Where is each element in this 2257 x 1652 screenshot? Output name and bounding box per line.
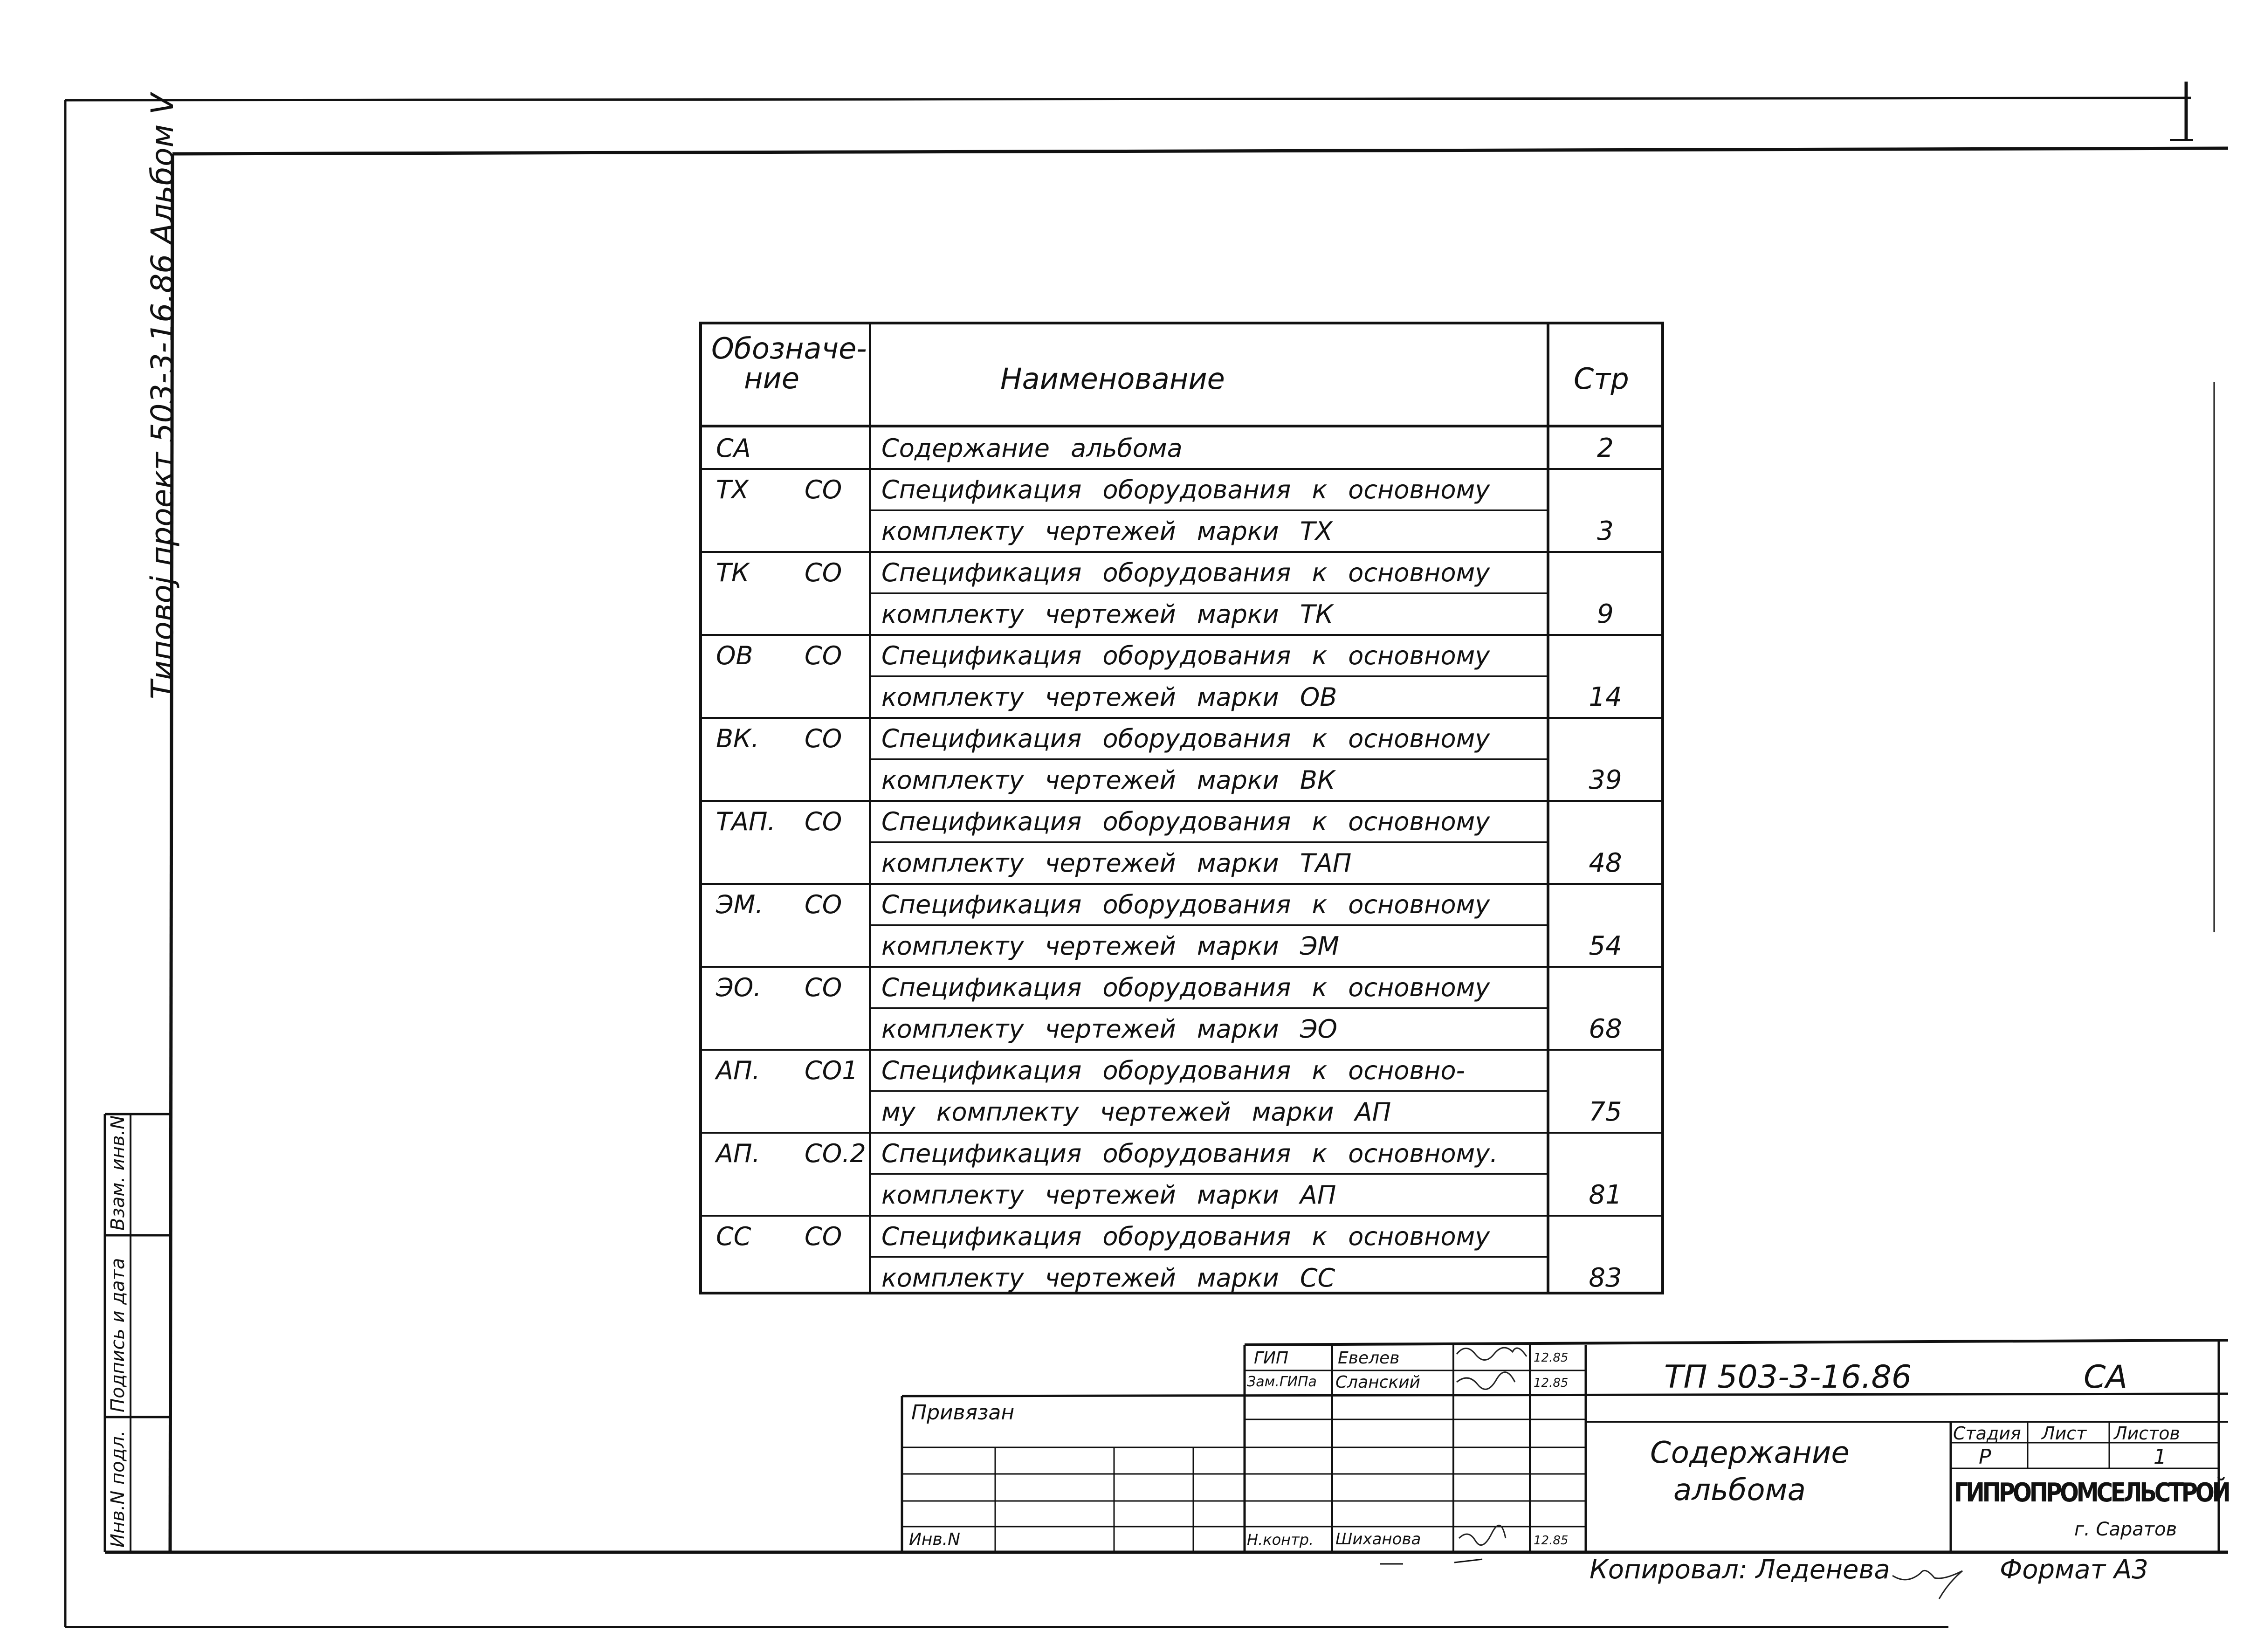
table-row	[702, 718, 1661, 759]
row-code: СО1	[805, 1056, 858, 1085]
row-name: комплекту чертежей марки ТХ	[881, 516, 1333, 546]
row-name: му комплекту чертежей марки АП	[881, 1097, 1391, 1127]
row-mark: СА	[716, 434, 751, 463]
row-code: СО	[805, 1222, 842, 1251]
row-name: Спецификация оборудования к основному	[881, 1222, 1490, 1251]
row-name: Спецификация оборудования к основному	[881, 641, 1490, 670]
header-designation	[711, 331, 867, 395]
table-row	[702, 884, 1661, 925]
row-code: СО.2	[805, 1139, 866, 1168]
table-row	[702, 676, 1661, 718]
row-mark: ТК	[716, 558, 750, 587]
doc-title-line2: альбома	[1673, 1473, 1806, 1507]
row-page: 75	[1589, 1097, 1622, 1127]
row-mark: ЭМ.	[716, 890, 764, 919]
row-code: СО	[805, 724, 842, 753]
table-row	[702, 1216, 1661, 1257]
listov-label: Листов	[2114, 1423, 2180, 1444]
doc-title-line1: Содержание	[1650, 1436, 1850, 1470]
stadia-label: Стадия	[1953, 1423, 2021, 1444]
row-mark: АП.	[716, 1056, 760, 1085]
table-row	[702, 510, 1661, 552]
kopiroval-note: Копировал: Леденева	[1590, 1555, 1890, 1585]
row-name: Спецификация оборудования к основному	[881, 558, 1490, 587]
side-title: Типовој проект 503-3-16.86 Альбом V	[145, 93, 180, 699]
header-page: Стр	[1574, 362, 1629, 396]
row-name: Спецификация оборудования к основному	[881, 724, 1490, 753]
table-row	[702, 552, 1661, 593]
listov-value: 1	[2154, 1445, 2167, 1469]
row-name: комплекту чертежей марки ТК	[881, 599, 1334, 629]
row-name: комплекту чертежей марки ЭО	[881, 1014, 1338, 1044]
row-name: Спецификация оборудования к основному	[881, 475, 1490, 504]
header-designation-line1: Обозначе-	[711, 331, 867, 365]
zam-date: 12.85	[1534, 1376, 1569, 1390]
row-code: СО	[805, 973, 842, 1002]
table-row	[702, 842, 1661, 884]
format-note: Формат А3	[2000, 1555, 2148, 1585]
row-page: 68	[1589, 1014, 1622, 1044]
table-row	[702, 801, 1661, 842]
row-mark: ВК.	[716, 724, 759, 753]
row-page: 81	[1589, 1180, 1622, 1210]
nkontr-role: Н.контр.	[1247, 1531, 1314, 1549]
row-mark: ТХ	[716, 475, 749, 504]
stamp-podpis-data: Подпись и дата	[107, 1258, 129, 1412]
table-row	[702, 635, 1661, 676]
row-code: СО	[805, 558, 842, 587]
contents-table	[699, 322, 1664, 1294]
row-name: комплекту чертежей марки ТАП	[881, 848, 1352, 878]
row-name: комплекту чертежей марки ОВ	[881, 682, 1337, 712]
row-page: 2	[1597, 433, 1614, 463]
row-page: 54	[1589, 931, 1622, 961]
table-row	[702, 469, 1661, 510]
table-row	[702, 1133, 1661, 1174]
table-row	[702, 759, 1661, 801]
table-row	[702, 427, 1661, 469]
zam-name: Сланский	[1335, 1373, 1421, 1392]
row-name: комплекту чертежей марки ЭМ	[881, 931, 1340, 961]
privyazan-label: Привязан	[911, 1401, 1015, 1425]
table-row	[702, 925, 1661, 967]
row-code: СО	[805, 641, 842, 670]
header-name: Наименование	[1000, 362, 1225, 396]
row-name: комплекту чертежей марки АП	[881, 1180, 1336, 1210]
row-mark: ОВ	[716, 641, 753, 670]
list-label: Лист	[2042, 1423, 2087, 1444]
nkontr-date: 12.85	[1534, 1534, 1569, 1548]
row-page: 48	[1589, 848, 1622, 878]
row-name: Спецификация оборудования к основно-	[881, 1056, 1466, 1085]
row-mark: ТАП.	[716, 807, 776, 836]
row-name: Спецификация оборудования к основному	[881, 890, 1490, 919]
table-row	[702, 1174, 1661, 1216]
row-name: Спецификация оборудования к основному	[881, 807, 1490, 836]
stamp-inv-podl: Инв.N подл.	[107, 1430, 129, 1548]
row-mark: АП.	[716, 1139, 760, 1168]
row-name: Спецификация оборудования к основному.	[881, 1139, 1498, 1168]
header-designation-line2: ние	[744, 361, 799, 395]
row-name: комплекту чертежей марки СС	[881, 1263, 1335, 1293]
table-row	[702, 593, 1661, 635]
table-row	[702, 1008, 1661, 1050]
row-name: Спецификация оборудования к основному	[881, 973, 1490, 1002]
row-mark: ЭО.	[716, 973, 762, 1002]
nkontr-name: Шиханова	[1335, 1530, 1421, 1549]
row-code: СО	[805, 890, 842, 919]
stamp-vzam-inv: Взам. инв.N	[107, 1115, 129, 1231]
doc-code: ТП 503-3-16.86	[1664, 1359, 1912, 1396]
org-city: г. Саратов	[2074, 1519, 2177, 1540]
row-page: 9	[1597, 599, 1614, 629]
table-row	[702, 1091, 1661, 1133]
row-name: Содержание альбома	[881, 434, 1183, 463]
row-page: 39	[1589, 765, 1622, 795]
table-row	[702, 1257, 1661, 1299]
inv-n-label: Инв.N	[909, 1530, 961, 1549]
row-name: комплекту чертежей марки ВК	[881, 765, 1335, 795]
doc-mark: СА	[2084, 1359, 2127, 1396]
row-page: 83	[1589, 1263, 1622, 1293]
stadia-value: Р	[1979, 1445, 1991, 1469]
zam-role: Зам.ГИПа	[1247, 1374, 1317, 1390]
row-page: 3	[1597, 516, 1614, 546]
gip-role: ГИП	[1254, 1349, 1289, 1368]
row-code: СО	[805, 475, 842, 504]
row-mark: СС	[716, 1222, 751, 1251]
row-page: 14	[1589, 682, 1622, 712]
gip-date: 12.85	[1534, 1351, 1569, 1365]
table-row	[702, 1050, 1661, 1091]
gip-name: Евелев	[1338, 1349, 1400, 1368]
table-row	[702, 967, 1661, 1008]
org-name: ГИПРОПРОМСЕЛЬСТРОЙ	[1954, 1478, 2229, 1508]
row-code: СО	[805, 807, 842, 836]
